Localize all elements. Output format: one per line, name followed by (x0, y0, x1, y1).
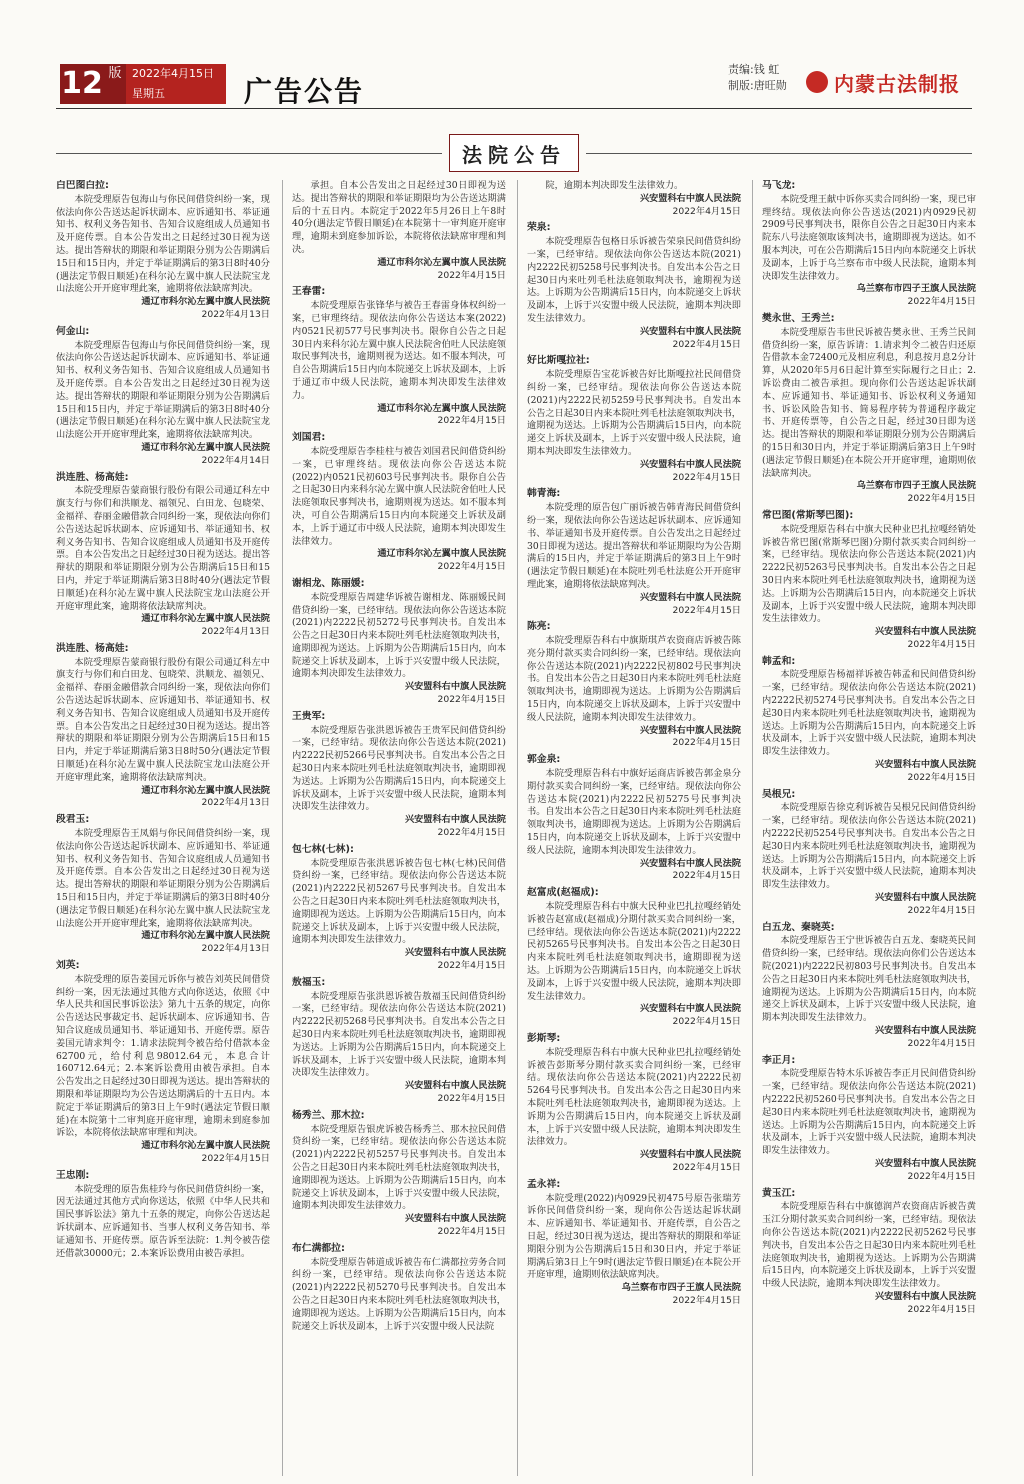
court-notice (292, 578, 506, 707)
court-notice (762, 313, 976, 506)
notice-date: 2022年4月15日 (672, 870, 741, 882)
notice-addressee: 刘英: (56, 960, 80, 972)
court-notice (56, 472, 270, 639)
notice-body: 本院受理原告银虎诉被告杨秀兰、那木拉民间借贷纠纷一案，已经审结。现依法向你公告送达本院(2021)内2222民初5257号民事判决书。自发出本公告之日起30日内来本院吐列毛杜法庭领取判决书，逾期即视为送达。上诉期为公告期满后15日内，向本院递交上诉状及副本，上诉于兴安盟中级人民法院，逾期本判决即发生法律效力。 (292, 1123, 506, 1212)
issue-date-box (126, 64, 226, 104)
notice-body: 本院受理原告张洪恩诉被告敖福玉民间借贷纠纷一案，已经审结。现依法向你公告送达本院(2021)内2222民初5268号民事判决书。自发出本公告之日起30日内来本院吐列毛杜法庭领取判决书，逾期即视为送达。上诉期为公告期满后15日内，向本院递交上诉状及副本，上诉于兴安盟中级人民法院，逾期本判决即发生法律效力。 (292, 990, 506, 1079)
notice-court: 通辽市科尔沁左翼中旗人民法院 (141, 784, 270, 796)
court-notice (292, 977, 506, 1106)
notice-court: 通辽市科尔沁左翼中旗人民法院 (377, 548, 506, 560)
notice-date: 2022年4月15日 (201, 1152, 270, 1164)
notice-court: 通辽市科尔沁左翼中旗人民法院 (377, 402, 506, 414)
notice-court: 兴安盟科右中旗人民法院 (639, 1149, 741, 1161)
notice-addressee: 李正月: (762, 1054, 796, 1066)
column-2 (292, 180, 506, 1476)
notice-addressee: 韩孟和: (762, 655, 796, 667)
court-notice (56, 814, 270, 956)
notice-date: 2022年4月13日 (201, 943, 270, 955)
notice-body: 本院受理原告韩道成诉被告布仁满都拉劳务合同纠纷一案，已经审结。现依法向你公告送达本院(2021)内2222民初5270号民事判决书。自发出本公告之日起30日内来本院吐列毛杜法庭领取判决书，逾期即视为送达。上诉期为公告期满后15日内，向本院递交上诉状及副本，上诉于兴安盟中级人民法院 (292, 1256, 506, 1332)
banner-box (449, 134, 579, 172)
logo-icon (806, 71, 828, 93)
notice-date: 2022年4月15日 (672, 471, 741, 483)
notice-addressee: 韩青海: (527, 488, 561, 500)
notice-date: 2022年4月15日 (437, 269, 506, 281)
court-notice (56, 1170, 270, 1261)
notice-addressee: 常巴图(常斯琴巴图): (762, 509, 854, 521)
notice-addressee: 洪连胜、杨高娃: (56, 642, 129, 654)
notice-date: 2022年4月15日 (672, 1294, 741, 1306)
column-4 (762, 180, 976, 1476)
notice-body: 本院受理原告张锋华与被告王春雷身体权纠纷一案，已审理终结。现依法向你公告送达本案(2022)内0521民初577号民事判决书。限你自公告之日起30日内来科尔沁左翼中旗人民法院舍伯吐人民法庭领取民事判决书，逾期则视为送达。如不服本判决，可自公告期满后15日内向本院递交上诉状及副本，上诉于通辽市中级人民法院，逾期本判决即发生法律效力。 (292, 300, 506, 401)
notice-body: 本院受理原告张洪恩诉被告王贵军民间借贷纠纷一案，已经审结。现依法向你公告送达本院(2021)内2222民初5266号民事判决书。自发出本公告之日起30日内来本院吐列毛杜法庭领取判决书，逾期即视为送达。上诉期为公告期满后15日内，向本院递交上诉状及副本，上诉于兴安盟中级人民法院，逾期本判决即发生法律效力。 (292, 724, 506, 813)
court-notice (527, 488, 741, 617)
notice-court: 兴安盟科右中旗人民法院 (639, 1003, 741, 1015)
court-notice (292, 286, 506, 428)
notice-court: 通辽市科尔沁左翼中旗人民法院 (141, 613, 270, 625)
notice-court: 兴安盟科右中旗人民法院 (639, 192, 741, 204)
notice-body: 本院受理原告徐克利诉被告吴根兄民间借贷纠纷一案，已经审结。现依法向你公告送达本院(2021)内2222民初5254号民事判决书。自发出本公告之日起30日内来本院吐列毛杜法庭领取判决书，逾期视为送达。上诉期为公告期满后15日内，向本院递交上诉状及副本，上诉于兴安盟中级人民法院，逾期本判决即发生法律效力。 (762, 802, 976, 891)
court-notice (527, 222, 741, 351)
notice-addressee: 布仁满都拉: (292, 1242, 345, 1254)
notice-body: 本院受理原告包海山与你民间借贷纠纷一案，现依法向你公告送达起诉状副本、应诉通知书、举证通知书、权利义务告知书、告知合议庭组成人员通知书及开庭传票。自本公告发出之日起经过30日视为送达。提出答辩状的期限和举证期限分别为公告期满后15日和15日内，并定于举证期满后的第3日8时40分(遇法定节假日顺延)在科尔沁左翼中旗人民法院宝龙山法庭公开开庭审理此案，逾期将依法缺席判决。 (56, 193, 270, 295)
notice-body: 本院受理原告宝花诉被告好比斯嘎拉社民间借贷纠纷一案，已经审结。现依法向你公告送达本院(2021)内2222民初5259号民事判决书。自发出本公告之日起30日内来本院吐列毛杜法庭领取判决书，逾期视为送达。上诉期为公告期满后15日内，向本院递交上诉状及副本，上诉于兴安盟中级人民法院，逾期本判决即发生法律效力。 (527, 369, 741, 457)
court-notice (292, 844, 506, 973)
notice-addressee: 吴根兄: (762, 788, 796, 800)
notice-court: 兴安盟科右中旗人民法院 (404, 814, 506, 826)
notice-addressee: 郭金泉: (527, 754, 561, 766)
notice-addressee: 谢相龙、陈丽媛: (292, 577, 365, 589)
court-notice (56, 326, 270, 468)
notice-date: 2022年4月15日 (437, 1225, 506, 1237)
notice-addressee: 何金山: (56, 325, 90, 337)
notice-court: 兴安盟科右中旗人民法院 (874, 626, 976, 638)
notice-body: 本院受理原告科右中旗大民种业巴扎拉嘎经销处诉被告赵富成(赵福成)分期付款买卖合同纠纷一案，已经审结。现依法向你公告送达本院(2021)内2222民初5265号民事判决书。自发出本公告之日起30日内来本院吐列毛杜法庭领取判决书，逾期即视为送达。上诉期为公告期满后15日内，向本院递交上诉状及副本，上诉于兴安盟中级人民法院，逾期本判决即发生法律效力。 (527, 901, 741, 1002)
notice-addressee: 段君玉: (56, 814, 90, 826)
notice-court: 兴安盟科右中旗人民法院 (639, 724, 741, 736)
notice-date: 2022年4月15日 (907, 771, 976, 783)
notice-court: 兴安盟科右中旗人民法院 (874, 892, 976, 904)
notice-date: 2022年4月15日 (907, 1303, 976, 1315)
notice-body: 本院受理的原告姜国元诉你与被告刘英民间借贷纠纷一案，因无法通过其他方式向你送达，依照《中华人民共和国民事诉讼法》第九十五条的规定，向你公告送达民事裁定书、起诉状副本、应诉通知书、告知合议庭成员通知书、举证通知书、开庭传票。原告姜国元请求判令：1.请求法院判令被告给付借款本金62700元，给付利息98012.64元，本息合计160712.64元；2.本案诉讼费用由被告承担。自本公告发出之日起经过30日即视为送达。提出答辩状的期限和举证期限均为公告送达期满后的十五日内。本院定于举证期满后的第3日上午9时(遇法定节假日顺延)在本院第十二审判庭开庭审理，逾期未到庭参加诉讼，本院将依法缺席审理和判决。 (56, 973, 270, 1139)
notice-body: 院，逾期本判决即发生法律效力。 (545, 180, 684, 191)
notice-body: 本院受理(2022)内0929民初475号原告张瑞芳诉你民间借贷纠纷一案，现向你公告送达起诉状副本、应诉通知书、举证通知书、开庭传票，自公告之日起，经过30日视为送达，提出答辩状的期限和举证期限分别为公告期满后15日和30日内，并定于举证期满后第3日上午9时(遇法定节假日顺延)在本院公开开庭审理，逾期则依法缺席判决。 (527, 1192, 741, 1281)
column-3 (527, 180, 741, 1476)
notice-court: 兴安盟科右中旗人民法院 (874, 1290, 976, 1302)
notice-court: 兴安盟科右中旗人民法院 (404, 947, 506, 959)
notice-body: 本院受理原告蒙商银行股份有限公司通辽科左中旗支行与你们和洪顺龙、福领兄、白田龙、包晓荣、金福祥、春丽金融借款合同纠纷一案，现依法向你们公告送达起诉状副本、应诉通知书、举证通知书、权利义务告知书、告知合议庭组成人员通知书及开庭传票。自本公告发出之日起经过30日视为送达。提出答辩状的期限和举证期限分别为公告期满后15日和15日内，并定于举证期满后第3日8时40分(遇法定节假日顺延)在科尔沁左翼中旗人民法院宝龙山法庭公开开庭审理此案，逾期将依法缺席判决。 (56, 485, 270, 612)
court-notice (292, 711, 506, 840)
court-notice (527, 355, 741, 484)
notice-body: 本院受理的原告焦桂玲与你民间借贷纠纷一案，因无法通过其他方式向你送达，依照《中华人民共和国民事诉讼法》第九十五条的规定，向你公告送达起诉状副本、应诉通知书、当事人权利义务告知书、举证通知书、开庭传票。原告诉至法院：1.判令被告偿还借款30000元；2.本案诉讼费用由被告承担。 (56, 1183, 270, 1259)
notice-date: 2022年4月14日 (201, 454, 270, 466)
notice-addressee: 白五龙、秦晓英: (762, 921, 835, 933)
notice-court: 乌兰察布市四子王旗人民法院 (621, 1282, 741, 1294)
notice-addressee: 刘国君: (292, 432, 326, 444)
court-notice (762, 180, 976, 309)
notice-court: 通辽市科尔沁左翼中旗人民法院 (141, 441, 270, 453)
notice-body: 本院受理原告韦世民诉被告樊永世、王秀兰民间借贷纠纷一案，原告诉请：1.请求判令二被告归还原告借款本金72400元及相应利息，利息按月息2分计算，从2020年5月6日起计算至实际履行之日止；2.诉讼费由二被告承担。现向你们公告送达起诉状副本、应诉通知书、举证通知书、诉讼权利义务通知书、诉讼风险告知书、简易程序转为普通程序裁定书、开庭传票等，自公告之日起，经过30日即为送达。提出答辩状的期限和举证期限分别为公告期满后的15日和30日内，并定于举证期满后第3日上午9时(遇法定节假日顺延)在本院公开开庭审理，逾期则依法缺席判决。 (762, 326, 976, 479)
notice-date: 2022年4月15日 (437, 415, 506, 427)
notice-addressee: 彭斯琴: (527, 1033, 561, 1044)
court-notice (56, 180, 270, 322)
notice-date: 2022年4月15日 (437, 694, 506, 706)
court-notice (527, 621, 741, 750)
banner-title: 法院公告 (462, 142, 566, 167)
court-notice (292, 1110, 506, 1239)
notice-body: 承担。自本公告发出之日起经过30日即视为送达。提出答辩状的期限和举证期限均为公告送达期满后的十五日内。本院定于2022年5月26日上午8时40分(遇法定节假日顺延)在本院第十一审判庭开庭审理，逾期未到庭参加诉讼，本院将依法缺席审理和判决。 (292, 180, 506, 255)
court-notice (292, 432, 506, 574)
notice-date: 2022年4月13日 (201, 797, 270, 809)
notice-date: 2022年4月15日 (907, 493, 976, 505)
notice-addressee: 王贵军: (292, 710, 326, 722)
notice-date: 2022年4月15日 (907, 296, 976, 308)
court-notice (527, 887, 741, 1029)
notice-body: 本院受理原告王凤娟与你民间借贷纠纷一案，现依法向你公告送达起诉状副本、应诉通知书、举证通知书、权利义务告知书、告知合议庭组成人员通知书及开庭传票。自本公告发出之日起经过30日视为送达。提出答辩状的期限和举证期限分别为公告期满后15日和15日内，并定于举证期满后的第3日8时40分(遇法定节假日顺延)在科尔沁左翼中旗人民法院宝龙山法庭公开开庭审理此案，逾期将依法缺席判决。 (56, 828, 270, 929)
notice-body: 本院受理原告周建华诉被告谢相龙、陈丽媛民间借贷纠纷一案，已经审结。现依法向你公告送达本院(2021)内2222民初5272号民事判决书。自发出本公告之日起30日内来本院吐列毛杜法庭领取判决书，逾期即视为送达。上诉期为公告期满后15日内，向本院递交上诉状及副本，上诉于兴安盟中级人民法院，逾期本判决即发生法律效力。 (292, 591, 506, 680)
notice-body: 本院受理原告科右中旗大民种业巴扎拉嘎经销处诉被告彭斯琴分期付款买卖合同纠纷一案，已经审结。现依法向你公告送达本院(2021)内2222民初5264号民事判决书。自发出本公告之日起30日内来本院吐列毛杜法庭领取判决书，逾期即视为送达。上诉期为公告期满后15日内，向本院递交上诉状及副本，上诉于兴安盟中级人民法院，逾期本判决即发生法律效力。 (527, 1046, 741, 1148)
editor-credit: 责编:钱 虹 (728, 63, 780, 76)
notice-body: 本院受理的原告包广丽诉被告韩青海民间借贷纠纷一案，现依法向你公告送达起诉状副本、应诉通知书、举证通知书及开庭传票。自公告发出之日起经过30日即视为送达。提出答辩状和举证期限均为公告期满后的15日内，并定于举证期满后的第3日上午9时(遇法定节假日顺延)在本院吐列毛杜法庭公开开庭审理此案，逾期将依法缺席判决。 (527, 502, 741, 590)
producer-credit: 制版:唐旺勋 (728, 79, 787, 92)
notice-addressee: 孟永祥: (527, 1178, 561, 1190)
section-title: 广告公告 (244, 75, 365, 108)
page-number: 12 (60, 64, 104, 104)
notice-date: 2022年4月15日 (437, 561, 506, 573)
notice-addressee: 包七林(七林): (292, 843, 354, 855)
notice-court: 通辽市科尔沁左翼中旗人民法院 (141, 1140, 270, 1152)
notice-court: 兴安盟科右中旗人民法院 (639, 591, 741, 603)
notice-date: 2022年4月15日 (907, 1037, 976, 1049)
notice-date: 2022年4月13日 (201, 626, 270, 638)
notice-body: 本院受理原告杨福祥诉被告韩孟和民间借贷纠纷一案，已经审结。现依法向你公告送达本院(2021)内2222民初5274号民事判决书。自发出本公告之日起30日内来本院吐列毛杜法庭领取判决书，逾期视为送达。上诉期为公告期满后15日内，向本院递交上诉状及副本，上诉于兴安盟中级人民法院，逾期本判决即发生法律效力。 (762, 669, 976, 758)
page-header (0, 0, 1024, 120)
notice-body: 本院受理原告科右中旗斯琪芦农资商店诉被告陈亮分期付款买卖合同纠纷一案，已经审结。现依法向你公告送达本院(2021)内2222民初802号民事判决书。自发出本公告之日起30日内来本院吐列毛杜法庭领取判决书，逾期即视为送达。上诉期为公告期满后15日内，向本院递交上诉状及副本，上诉于兴安盟中级人民法院，逾期本判决即发生法律效力。 (527, 635, 741, 723)
notice-date: 2022年4月15日 (437, 960, 506, 972)
credits (728, 62, 787, 94)
notice-date: 2022年4月15日 (907, 904, 976, 916)
notice-date: 2022年4月15日 (907, 1170, 976, 1182)
notice-court: 兴安盟科右中旗人民法院 (639, 857, 741, 869)
notice-court: 通辽市科尔沁左翼中旗人民法院 (141, 930, 270, 942)
court-notice (762, 789, 976, 918)
notice-body: 本院受理原告特木乐诉被告李正月民间借贷纠纷一案，已经审结。现依法向你公告送达本院(2021)内2222民初5260号民事判决书。自发出本公告之日起30日内来本院吐列毛杜法庭领取判决书，逾期视为送达。上诉期为公告期满后15日内，向本院递交上诉状及副本，上诉于兴安盟中级人民法院，逾期本判决即发生法律效力。 (762, 1068, 976, 1157)
court-notice (762, 656, 976, 785)
court-notice (762, 510, 976, 652)
notice-addressee: 王春雷: (292, 286, 326, 298)
notice-date: 2022年4月15日 (672, 1016, 741, 1028)
notice-body: 本院受理原告包格日乐诉被告荣泉民间借贷纠纷一案，已经审结。现依法向你公告送达本院(2021)内2222民初5258号民事判决书。自发出本公告之日起30日内来吐列毛杜法庭领取判决书，逾期视为送达。上诉期为公告期满后15日内，向本院递交上诉状及副本，上诉于兴安盟中级人民法院，逾期本判决即发生法律效力。 (527, 236, 741, 324)
court-notice (527, 754, 741, 883)
court-notice (762, 1188, 976, 1317)
notice-court: 兴安盟科右中旗人民法院 (874, 1025, 976, 1036)
column-1 (56, 180, 270, 1476)
notice-date: 2022年4月15日 (672, 1161, 741, 1173)
banner (0, 134, 1024, 174)
court-notice (56, 643, 270, 810)
court-notice (56, 960, 270, 1166)
court-notice (292, 180, 506, 282)
header-rule (56, 108, 972, 109)
court-notice (762, 922, 976, 1051)
issue-date: 2022年4月15日 (132, 67, 214, 80)
notice-body: 本院受理原告张洪恩诉被告包七林(七林)民间借贷纠纷一案，已经审结。现依法向你公告送达本院(2021)内2222民初5267号民事判决书。自发出本公告之日起30日内来本院吐列毛杜法庭领取判决书，逾期即视为送达。上诉期为公告期满后15日内，向本院递交上诉状及副本，上诉于兴安盟中级人民法院，逾期本判决即发生法律效力。 (292, 857, 506, 946)
notice-court: 兴安盟科右中旗人民法院 (639, 325, 741, 337)
banner-rule-left (56, 153, 442, 154)
notice-court: 兴安盟科右中旗人民法院 (639, 458, 741, 470)
banner-rule-right (586, 153, 972, 154)
court-notice (527, 1033, 741, 1175)
notice-body: 本院受理原告科右中旗德润芦农资商店诉被告黄玉江分期付款买卖合同纠纷一案，已经审结。现依法向你公告送达本院(2021)内2222民初5262号民事判决书，自发出本公告之日起30日内来本院吐列毛杜法庭领取判决书，逾期视为送达。上诉期为公告期满后15日内，向本院递交上诉状及副本，上诉于兴安盟中级人民法院，逾期本判决即发生法律效力。 (762, 1201, 976, 1290)
notice-date: 2022年4月15日 (907, 638, 976, 650)
logo-text: 内蒙古法制报 (834, 71, 960, 96)
notice-court: 兴安盟科右中旗人民法院 (404, 1080, 506, 1092)
notice-body: 本院受理原告科右中旗大民种业巴扎拉嘎经销处诉被告常巴图(常斯琴巴图)分期付款买卖合同纠纷一案，已经审结。现依法向你公告送达本院(2021)内2222民初5263号民事判决书。自发出本公告之日起30日内来本院吐列毛杜法庭领取判决书，逾期视为送达。上诉期为公告期满后15日内，向本院递交上诉状及副本，上诉于兴安盟中级人民法院，逾期本判决即发生法律效力。 (762, 523, 976, 625)
notice-body: 本院受理原告蒙商银行股份有限公司通辽科左中旗支行与你们和白田龙、包晓荣、洪顺龙、福领兄、金福祥、春丽金融借款合同纠纷一案，现依法向你们公告送达起诉状副本、应诉通知书、举证通知书、权利义务告知书、告知合议庭组成人员通知书及开庭传票。自本公告发出之日起经过30日视为送达。提出答辩状的期限和举证期限分别为公告期满后15日和15日内，并定于举证期满后第3日8时50分(遇法定节假日顺延)在科尔沁左翼中旗人民法院宝龙山法庭公开开庭审理此案，逾期将依法缺席判决。 (56, 656, 270, 783)
notice-addressee: 赵富成(赵福成): (527, 887, 599, 899)
issue-weekday: 星期五 (132, 87, 165, 100)
court-notice (762, 1055, 976, 1184)
notice-court: 兴安盟科右中旗人民法院 (404, 681, 506, 693)
notice-date: 2022年4月15日 (672, 737, 741, 749)
notice-date: 2022年4月15日 (672, 205, 741, 217)
notice-court: 通辽市科尔沁左翼中旗人民法院 (141, 296, 270, 308)
notice-date: 2022年4月15日 (437, 827, 506, 839)
notice-addressee: 荣泉: (527, 222, 551, 234)
notice-body: 本院受理原告包海山与你民间借贷纠纷一案，现依法向你公告送达起诉状副本、应诉通知书、举证通知书、权利义务告知书、告知合议庭组成人员通知书及开庭传票。自本公告发出之日起经过30日视为送达。提出答辩状的期限和举证期限分别为公告期满后15日和15日内，并定于举证期满后的第3日8时40分(遇法定节假日顺延)在科尔沁左翼中旗人民法院宝龙山法庭公开开庭审理此案，逾期将依法缺席判决。 (56, 339, 270, 441)
page-label: 版 (104, 64, 126, 104)
notice-court: 兴安盟科右中旗人民法院 (874, 759, 976, 771)
court-notice (527, 1179, 741, 1308)
notice-date: 2022年4月15日 (672, 338, 741, 350)
notice-court: 兴安盟科右中旗人民法院 (404, 1213, 506, 1225)
notice-court: 通辽市科尔沁左翼中旗人民法院 (377, 256, 506, 268)
notice-addressee: 马飞龙: (762, 180, 796, 191)
notice-body: 本院受理原告科右中旗好运商店诉被告郭金泉分期付款买卖合同纠纷一案，已经审结。现依法向你公告送达本院(2021)内2222民初5275号民事判决书。自发出本公告之日起30日内来本院吐列毛杜法庭领取判决书，逾期即视为送达。上诉期为公告期满后15日内，向本院递交上诉状及副本，上诉于兴安盟中级人民法院，逾期本判决即发生法律效力。 (527, 768, 741, 856)
notice-addressee: 王忠刚: (56, 1169, 90, 1181)
court-notice (527, 180, 741, 218)
notice-addressee: 敖福玉: (292, 976, 326, 988)
notice-date: 2022年4月15日 (437, 1092, 506, 1104)
notice-addressee: 杨秀兰、那木拉: (292, 1109, 365, 1121)
newspaper-logo (806, 62, 960, 102)
notice-addressee: 洪连胜、杨高娃: (56, 471, 129, 483)
notice-court: 乌兰察布市四子王旗人民法院 (856, 283, 976, 295)
notice-addressee: 白巴图白拉: (56, 180, 109, 191)
notice-body: 本院受理王献中诉你买卖合同纠纷一案，现已审理终结。现依法向你公告送达(2021)内0929民初2909号民事判决书，限你自公告之日起30日内来本院东八号法庭领取该判决书，逾期即视为送达。如不服本判决，可在公告期满后15日内向本院递交上诉状及副本，上诉于乌兰察布市中级人民法院，逾期本判决即发生法律效力。 (762, 193, 976, 282)
notice-court: 兴安盟科右中旗人民法院 (874, 1157, 976, 1169)
notice-date: 2022年4月15日 (672, 604, 741, 616)
notice-columns (56, 180, 976, 1476)
notice-court: 乌兰察布市四子王旗人民法院 (856, 480, 976, 492)
court-notice (292, 1243, 506, 1334)
notice-addressee: 好比斯嘎拉社: (527, 355, 590, 367)
notice-addressee: 黄玉江: (762, 1187, 796, 1199)
notice-body: 本院受理原告王宁世诉被告白五龙、秦晓英民间借贷纠纷一案，已经审结。现依法向你们公告送达本院(2021)内2222民初803号民事判决书。自发出本公告之日起30日内来本院吐列毛杜法庭领取判决书，逾期视为送达。上诉期为公告期满后15日内，向本院递交上诉状及副本，上诉于兴安盟中级人民法院，逾期本判决即发生法律效力。 (762, 935, 976, 1024)
notice-addressee: 陈亮: (527, 621, 551, 633)
notice-addressee: 樊永世、王秀兰: (762, 312, 835, 324)
notice-body: 本院受理原告李桂柱与被告刘国君民间借贷纠纷一案，已审理终结。现依法向你公告送达本院(2022)内0521民初603号民事判决书。限你自公告之日起30日内来科尔沁左翼中旗人民法院舍伯吐人民法庭领取民事判决书，逾期则视为送达。如不服本判决，可自公告期满后15日内向本院递交上诉状及副本，上诉于通辽市中级人民法院，逾期本判决即发生法律效力。 (292, 445, 506, 547)
notice-date: 2022年4月13日 (201, 308, 270, 320)
